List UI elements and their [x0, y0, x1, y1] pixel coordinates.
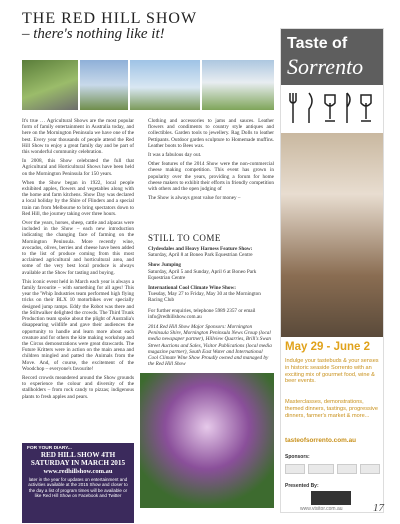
sponsor-logo	[285, 464, 305, 474]
advert-photo-chef	[281, 133, 383, 337]
sponsors-note: 2014 Red Hill Show Major Sponsors: Mornington Peninsula Shire, Mornington Peninsula News Group (local media newspaper partner), Hillview Quarries, Brill's Swan Street Auctions and Sales, Visitor Publications (local media magazine partner), South East Water and International Cool Climate Wine Show Proudly owned and managed by the Red Hill Show	[148, 324, 272, 368]
advert-url[interactable]: tasteofsorrento.com.au	[285, 437, 357, 444]
diary-label: FOR YOUR DIARY...	[27, 446, 72, 451]
paragraph: Clothing and accessories to jams and sauces. Leather flowers and condiments to country style antiques and collectibles. Garden tools to jewellery. Rag Dolls to leather Pettipants. Outdoor garden sculpture to Homemade muffins. Leather boots to Bees wax.	[148, 118, 274, 149]
paragraph: Record crowds meandered around the Show grounds to experience the colour and diversity of the stallholders – from rock candy to pizzas; indigenous plants to fresh apples and pears.	[22, 374, 134, 400]
paragraph: This iconic event held in March each year is always a family favourite – with something for all ages! This year the 'Whip Industries team performed high flying tricks on their BLX 10 motorbikes over specially designed jump ramps. Eddy the Robot was there and the Stiltwalker delighted the crowds. The Third Trunk Production team spoke about the plight of Australia's disappearing wildlife and gave their audiences the opportunity to handle and learn more about each creature and for others the kite making workshop and the Circus demonstrations were great drawcards. The Future Kritters were in action on the main arena and children mingled and patted the Animals from the Move. And, of course, the excitement of the Woodchop – everyone's favourite!	[22, 278, 134, 372]
advert-body-2: Masterclasses, demonstrations, themed dinners, tastings, progressive dinners, farmer's market & more...	[285, 399, 378, 419]
diary-website[interactable]: www.redhillshow.com.au	[43, 468, 113, 475]
sponsor-logo	[337, 464, 357, 474]
still-to-come-heading: STILL TO COME	[148, 233, 221, 243]
event-title: Show Jumping	[148, 262, 182, 269]
event-detail: Tuesday, May 27 to Friday, May 30 at the Mornington Racing Club	[148, 291, 261, 304]
paragraph: In 2008, this Show celebrated the full that Agricultural and Horticultural Shows have been held on the Mornington Peninsula for 150 years.	[22, 158, 134, 177]
taste-of-sorrento-advert[interactable]	[280, 28, 384, 513]
paragraph: The Show is always great value for money –	[148, 195, 241, 202]
photo-fairy	[140, 373, 274, 508]
title-line2: – there's nothing like it!	[22, 26, 165, 42]
sponsor-logo	[308, 464, 334, 474]
title-line1: THE RED HILL SHOW	[22, 10, 198, 27]
advert-body-1: Indulge your tastebuds & your senses in historic seaside Sorrento with an exciting mix of gourmet food, wine & beer events.	[285, 358, 379, 385]
cutlery-icon	[287, 91, 377, 125]
footer-site: www.visitor.com.au	[300, 506, 343, 512]
photo-alpaca	[202, 60, 274, 110]
event-item	[148, 262, 274, 281]
photo-motorbike	[80, 60, 128, 110]
paragraph: It's true … Agricultural Shows are the most popular form of family entertainment in Australia today, and here on the Mornington Peninsula we have one of the best. Every year thousands of people attend the Red Hill Show to enjoy a great family day and be part of this wonderful community celebration.	[22, 118, 134, 156]
photo-ferris-wheel	[130, 60, 200, 110]
event-item	[148, 285, 274, 304]
article-column-2	[148, 118, 274, 204]
paragraph: Other features of the 2014 Show were the non-commercial cheese making competition. This event has grown in popularity over the years, providing a forum for home cheese makers to exhibit their efforts in friendly competition with others and the open judging of	[148, 161, 274, 193]
article-column-1	[22, 118, 134, 403]
page-number: 17	[373, 502, 384, 514]
presenter-logo	[311, 491, 351, 505]
events-list	[148, 246, 274, 371]
enquiries: For further enquiries, telephone 5989 2357 or email info@redhillshow.com.au	[148, 307, 256, 320]
advert-dates: May 29 - June 2	[285, 341, 371, 353]
photo-cattle	[22, 60, 78, 110]
event-item	[148, 246, 274, 258]
article-title	[22, 10, 277, 43]
advert-presented-label: Presented By:	[285, 483, 319, 489]
event-detail: Saturday, April 5 and Sunday, April 6 at Boneo Park Equestrian Centre	[148, 268, 257, 281]
event-title: Clydesdales and Heavy Harness Feature Show:	[148, 246, 253, 252]
event-title: International Cool Climate Wine Show:	[148, 285, 236, 292]
paragraph: Over the years, horses, sheep, cattle and alpacas were included in the Show – each new introduction indicating the changing face of farming on the Mornington Peninsula. More recently wine, avocados, olives, berries and cheese have been added to the list of produce coming from this most acclaimed agricultural and horticultural area, and some of the very best local produce is always available at the Show for tasting and buying.	[22, 220, 134, 276]
sponsor-logo	[360, 464, 380, 474]
advert-header	[281, 29, 383, 85]
diary-box	[22, 443, 134, 523]
diary-note: later in the year for updates on entertainment and activities available at the 2015 Show and closer to the day a list of program times will be available or like Red Hill Show on Facebook and Twitter	[28, 477, 128, 498]
diary-headline: RED HILL SHOW 4TH SATURDAY IN MARCH 2015	[30, 451, 126, 467]
advert-sponsors-label: Sponsors:	[285, 454, 310, 460]
paragraph: It was a fabulous day out.	[148, 152, 202, 159]
event-detail: Saturday, April 8 at Boneo Park Equestrian Centre	[148, 252, 253, 259]
advert-brand-line1: Taste of	[287, 35, 348, 52]
advert-brand-line2: Sorrento	[287, 54, 364, 79]
paragraph: When the Show began in 1922, local people exhibited apples, flowers and vegetables along with the home and farm kitchens. Show Day was declared a local holiday by the Shire of Flinders and a special train ran from Melbourne to bring spectators down to Red Hill, the journey taking over three hours.	[22, 179, 134, 217]
